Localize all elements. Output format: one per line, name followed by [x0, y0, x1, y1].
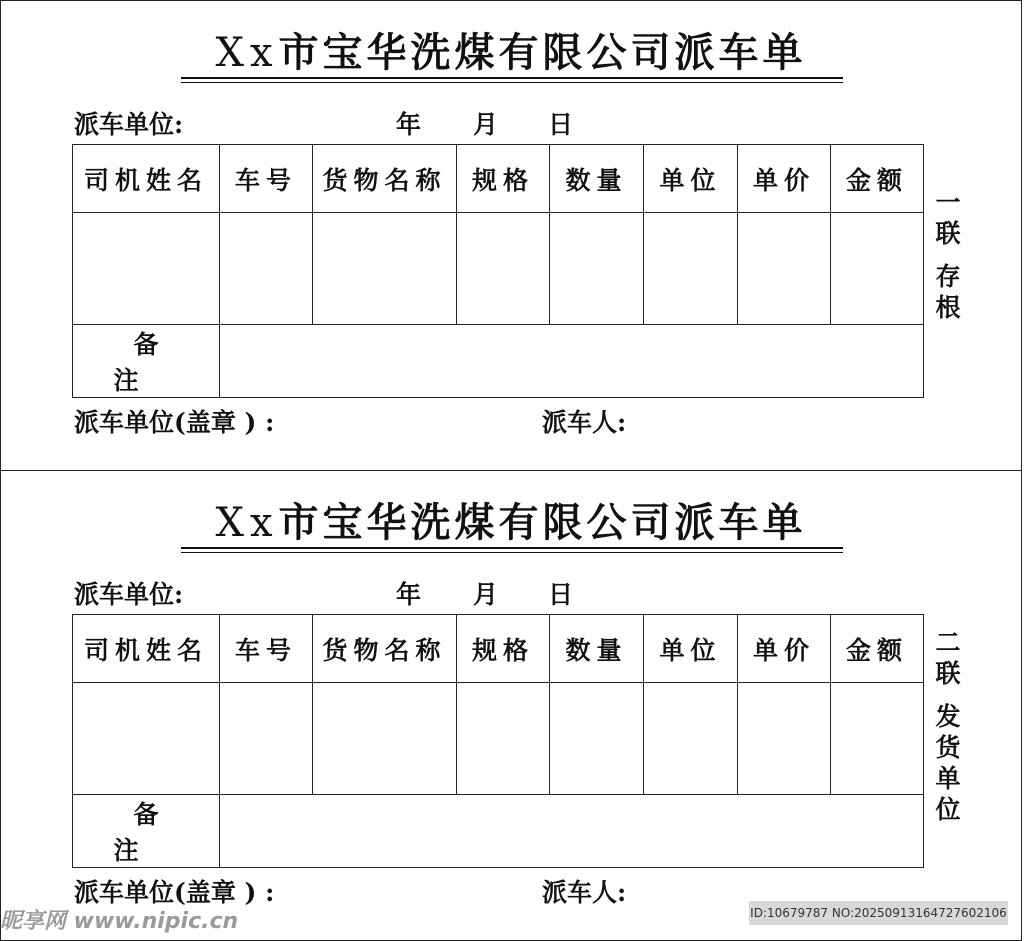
quantity-cell[interactable] — [550, 213, 644, 325]
side-char: 位 — [935, 795, 961, 824]
form-title — [181, 29, 841, 77]
column-header: 规格 — [457, 615, 550, 683]
table-row — [73, 213, 924, 325]
title-underline — [181, 547, 843, 549]
month-label: 月 — [473, 580, 499, 609]
title-main: 市宝华洗煤有限公司派车单 — [278, 29, 807, 76]
column-header: 单价 — [738, 615, 831, 683]
note-label — [73, 325, 220, 398]
unit-price-cell[interactable] — [738, 683, 831, 795]
side-char: 单 — [935, 764, 961, 793]
column-header: 金额 — [831, 615, 924, 683]
dispatch-form-copy-1 — [0, 0, 1022, 471]
column-header: 规格 — [457, 145, 550, 213]
side-char: 根 — [935, 293, 961, 322]
side-char: 货 — [935, 733, 961, 762]
quantity-cell[interactable] — [550, 683, 644, 795]
side-char: 联 — [935, 659, 961, 688]
note-label-text: 备注 — [113, 330, 199, 395]
table-row — [73, 683, 924, 795]
vehicle-number-cell[interactable] — [220, 683, 313, 795]
column-header: 车号 — [220, 615, 313, 683]
side-char: 存 — [935, 262, 961, 291]
dispatch-table — [72, 144, 924, 398]
footer-stamp-label: 派车单位(盖章 ) : — [74, 408, 275, 437]
spec-cell[interactable] — [457, 683, 550, 795]
column-header: 车号 — [220, 145, 313, 213]
footer-dispatcher-label: 派车人: — [542, 408, 627, 437]
year-label: 年 — [396, 110, 422, 139]
title-prefix: Xx — [215, 500, 279, 546]
title-underline — [181, 77, 843, 79]
side-char: 联 — [935, 219, 961, 248]
column-header: 货物名称 — [313, 145, 457, 213]
vehicle-number-cell[interactable] — [220, 213, 313, 325]
day-label: 日 — [548, 110, 574, 139]
column-header: 货物名称 — [313, 615, 457, 683]
column-header: 金额 — [831, 145, 924, 213]
note-row — [73, 325, 924, 398]
title-underline-thin — [181, 552, 843, 553]
side-char: 二 — [935, 628, 961, 657]
column-header: 数量 — [550, 145, 644, 213]
column-header: 数量 — [550, 615, 644, 683]
dispatch-unit-label: 派车单位: — [74, 110, 184, 139]
note-label — [73, 795, 220, 868]
day-label: 日 — [548, 580, 574, 609]
year-label: 年 — [396, 580, 422, 609]
side-char: 发 — [935, 702, 961, 731]
amount-cell[interactable] — [831, 683, 924, 795]
driver-name-cell[interactable] — [73, 683, 220, 795]
column-header: 司机姓名 — [73, 145, 220, 213]
unit-price-cell[interactable] — [738, 213, 831, 325]
footer-dispatcher-label: 派车人: — [542, 878, 627, 907]
driver-name-cell[interactable] — [73, 213, 220, 325]
dispatch-unit-label: 派车单位: — [74, 580, 184, 609]
column-header: 单位 — [644, 615, 738, 683]
column-header: 单位 — [644, 145, 738, 213]
footer-stamp-label: 派车单位(盖章 ) : — [74, 878, 275, 907]
note-cell[interactable] — [220, 795, 924, 868]
column-header: 司机姓名 — [73, 615, 220, 683]
table-header-row — [73, 615, 924, 683]
note-row — [73, 795, 924, 868]
goods-name-cell[interactable] — [313, 683, 457, 795]
note-cell[interactable] — [220, 325, 924, 398]
side-char: 一 — [935, 188, 961, 217]
title-underline-thin — [181, 82, 843, 83]
title-prefix: Xx — [215, 30, 279, 76]
amount-cell[interactable] — [831, 213, 924, 325]
unit-cell[interactable] — [644, 683, 738, 795]
copy-designation — [933, 627, 963, 825]
spec-cell[interactable] — [457, 213, 550, 325]
table-header-row — [73, 145, 924, 213]
watermark-id: ID:10679787 NO:20250913164727602106 — [749, 901, 1008, 925]
month-label: 月 — [473, 110, 499, 139]
title-main: 市宝华洗煤有限公司派车单 — [278, 499, 807, 546]
watermark-logo: 昵享网 www.nipic.cn — [0, 909, 239, 934]
goods-name-cell[interactable] — [313, 213, 457, 325]
dispatch-table — [72, 614, 924, 868]
unit-cell[interactable] — [644, 213, 738, 325]
copy-designation — [933, 187, 963, 323]
dispatch-form-copy-2 — [0, 470, 1022, 941]
form-title — [181, 499, 841, 547]
column-header: 单价 — [738, 145, 831, 213]
note-label-text: 备注 — [113, 800, 199, 865]
